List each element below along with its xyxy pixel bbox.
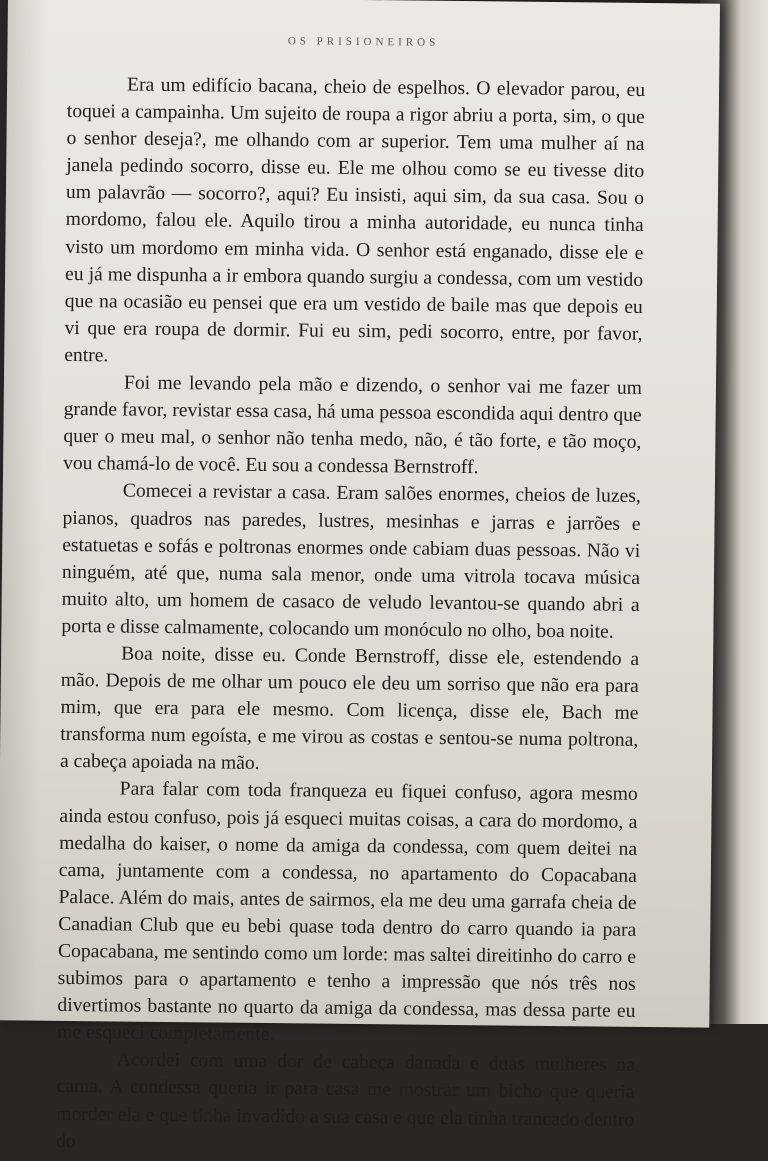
paragraph: Foi me levando pela mão e dizendo, o senhor vai me fazer um grande favor, revistar essa casa, há uma pessoa escondida aqui dentro que quer o meu mal, o senhor não tenha medo, não, é tão forte, e tão moço, vou chamá-lo de você. Eu sou a condessa Bernstroff. xyxy=(63,372,643,479)
paragraph: Boa noite, disse eu. Conde Bernstroff, disse ele, estendendo a mão. Depois de me olhar um pouco ele deu um sorriso que não era para mim, que era para ele mesmo. Com licença, disse ele, Bach me transforma num egoísta, e me virou as costas e sentou-se numa poltrona, a cabeça apoiada na mão. xyxy=(59,643,640,775)
paragraph: Para falar com toda franqueza eu fiquei confuso, agora mesmo ainda estou confuso, pois já esqueci muitas coisas, a cara do mordomo, a medalha do kaiser, o nome da amiga da condessa, com quem deitei na cama, juntamente com a condessa, no apartamento do Copacabana Palace. Além do mais, antes de sairmos, ela me deu uma garrafa cheia de Canadian Club que eu bebi quase toda dentro do carro quando ia para Copacabana, me sentindo como um lorde: mas saltei direitinho do carro e subimos para o apartamento e tenho a impressão que nós três nos divertimos bastante no quarto da amiga da condessa, mas dessa parte eu me esqueci completamente. xyxy=(57,778,638,1046)
running-head: OS PRISIONEIROS xyxy=(287,35,440,49)
paragraph: Acordei com uma dor de cabeça danada e duas mulheres na cama. A condessa queria ir para casa me mostrar um bicho que queria morder ela e que tinha invadido a sua casa e que ela tinha trancado dentro do xyxy=(55,1049,635,1152)
paragraph: Comecei a revistar a casa. Eram salões enormes, cheios de luzes, pianos, quadros nas paredes, lustres, mesinhas e jarras e jarrões e estatuetas e sofás e poltronas enormes onde cabiam duas pessoas. Não vi ninguém, até que, numa sala menor, onde uma vitrola tocava música muito alto, um homem de casaco de veludo levantou-se quando abri a porta e disse calmamente, colocando um monóculo no olho, boa noite. xyxy=(61,480,641,643)
page-binding-shadow xyxy=(0,0,48,1021)
body-text xyxy=(56,71,645,1161)
paragraph: Era um edifício bacana, cheio de espelhos. O elevador parou, eu toquei a campainha. Um sujeito de roupa a rigor abriu a porta, sim, o que o senhor deseja?, me olhando com ar superior. Tem uma mulher aí na janela pedindo socorro, disse eu. Ele me olhou como se eu tivesse dito um palavrão — socorro?, aqui? Eu insisti, aqui sim, da sua casa. Sou o mordomo, falou ele. Aquilo tirou a minha autoridade, eu nunca tinha visto um mordomo em minha vida. O senhor está enganado, disse ele e eu já me dispunha a ir embora quando surgiu a condessa, com um vestido que na ocasião eu pensei que era um vestido de baile mas que depois eu vi que era roupa de dormir. Fui eu sim, pedi socorro, entre, por favor, entre. xyxy=(64,74,646,367)
